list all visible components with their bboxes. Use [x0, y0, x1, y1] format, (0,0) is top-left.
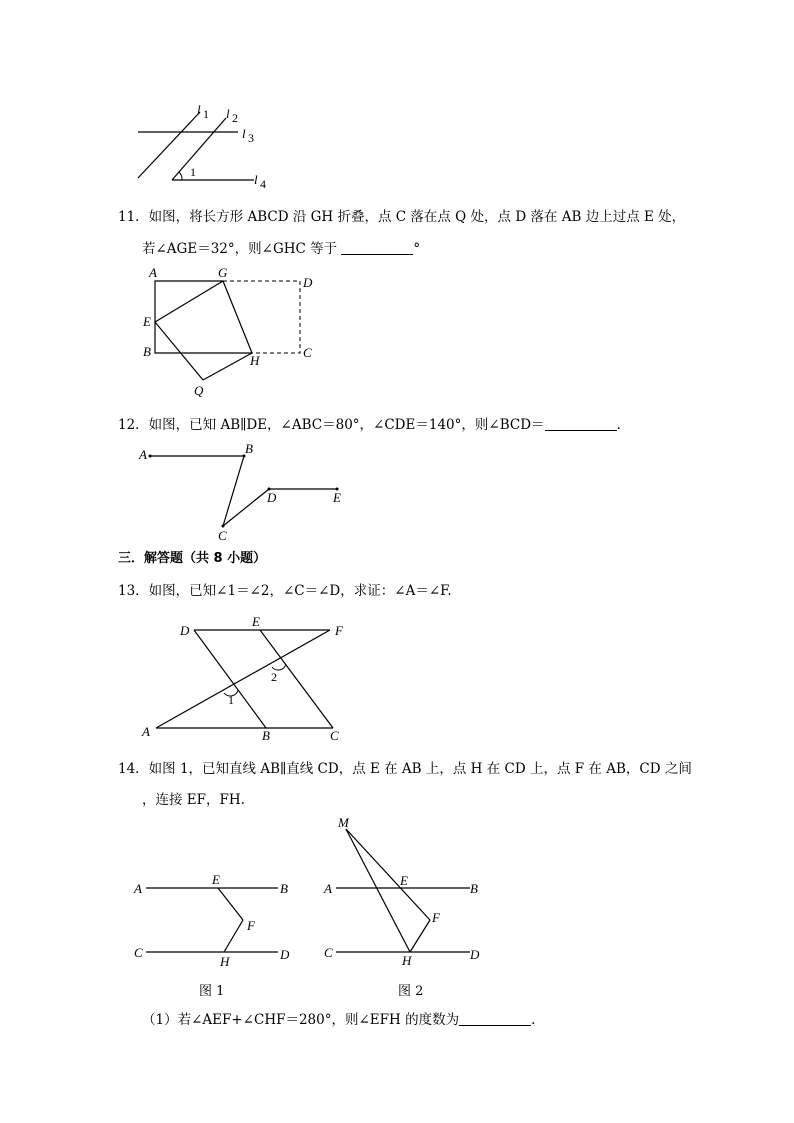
answer-blank-q11[interactable]	[341, 240, 413, 255]
answer-blank-q12[interactable]	[545, 416, 617, 431]
label-E: E	[143, 314, 151, 329]
label-B: B	[143, 344, 151, 359]
label-B: B	[262, 728, 270, 743]
label-C: C	[324, 945, 333, 960]
figure-q12	[138, 440, 353, 545]
angle-1-arc	[179, 172, 182, 180]
figure-q11	[140, 265, 330, 400]
q14-line1-text: 14．如图 1，已知直线 AB∥直线 CD，点 E 在 AB 上，点 H 在 CD 上，点 F 在 AB，CD 之间	[118, 761, 692, 777]
rect-folded-dashed	[223, 281, 300, 353]
label-B: B	[470, 881, 478, 896]
q13-line	[118, 581, 452, 601]
line-CD	[223, 489, 269, 526]
label-Q: Q	[194, 383, 204, 398]
label-angle-2: 2	[271, 670, 277, 684]
figure-q14-2-svg	[318, 815, 488, 975]
q14-line1	[118, 759, 692, 779]
q12-text: 12．如图，已知 AB∥DE，∠ABC＝80°，∠CDE＝140°，则∠BCD＝	[118, 417, 545, 433]
label-F: F	[247, 918, 255, 933]
label-l4: l	[254, 172, 258, 187]
line-FH	[410, 920, 430, 952]
label-D: D	[470, 947, 480, 962]
q11-line2-text: 若∠AGE＝32°，则∠GHC 等于	[142, 241, 338, 257]
line-GE	[155, 281, 223, 322]
label-l3: l	[242, 126, 246, 141]
answer-blank-q14-1[interactable]	[459, 1011, 531, 1026]
figure-q10	[130, 100, 280, 195]
q12-line	[118, 415, 621, 435]
label-G: G	[218, 265, 228, 280]
label-D: D	[280, 947, 290, 962]
label-D: D	[267, 490, 277, 505]
line-QH	[203, 353, 252, 380]
figure-q10-svg	[130, 100, 280, 195]
q11-unit: °	[413, 241, 421, 257]
label-B: B	[245, 441, 253, 456]
label-C: C	[134, 945, 143, 960]
label-l2: l	[226, 106, 230, 121]
label-E: E	[400, 873, 408, 888]
label-B: B	[280, 881, 288, 896]
line-BC	[223, 456, 244, 526]
section-header: 三．解答题（共 8 小题）	[118, 551, 267, 566]
label-l4-sub: 4	[260, 177, 266, 191]
line-DB	[194, 630, 266, 728]
figure-q13	[138, 612, 353, 744]
line-MH	[346, 829, 410, 952]
q13-text: 13．如图，已知∠1＝∠2，∠C＝∠D，求证：∠A＝∠F.	[118, 583, 452, 599]
line-FH	[224, 920, 243, 952]
q14-sub1-text: （1）若∠AEF+∠CHF＝280°，则∠EFH 的度数为	[142, 1012, 460, 1028]
label-angle-1: 1	[228, 693, 234, 707]
label-A: A	[324, 881, 332, 896]
line-EF	[218, 888, 243, 920]
figure-q14-1-svg	[130, 872, 300, 972]
label-l2-sub: 2	[232, 111, 238, 125]
line-MF	[346, 829, 430, 920]
line-l2	[172, 118, 226, 180]
q14-line2-text: ，连接 EF，FH.	[142, 792, 245, 808]
line-EQ	[155, 322, 203, 380]
label-l3-sub: 3	[248, 131, 254, 145]
label-H: H	[402, 953, 412, 968]
label-F: F	[335, 623, 343, 638]
q14-sub1-end: .	[531, 1012, 536, 1028]
label-A: A	[142, 724, 150, 739]
label-D: D	[303, 275, 313, 290]
label-E: E	[252, 614, 260, 629]
label-A: A	[149, 265, 157, 280]
q12-end: .	[616, 417, 621, 433]
label-F: F	[432, 910, 440, 925]
figure-q11-svg	[140, 265, 330, 400]
q14-line2	[142, 790, 245, 810]
figure-1-caption: 图 1	[199, 984, 225, 999]
label-M: M	[338, 815, 349, 830]
figure-q12-svg	[138, 440, 353, 545]
label-H: H	[250, 353, 260, 368]
figure-q14-1	[130, 872, 300, 972]
label-C: C	[330, 728, 339, 743]
figure-2-caption: 图 2	[398, 984, 424, 999]
figure-q13-svg	[138, 612, 353, 744]
point-A	[149, 455, 152, 458]
label-E: E	[333, 490, 341, 505]
q11-line1-text: 11．如图，将长方形 ABCD 沿 GH 折叠，点 C 落在点 Q 处，点 D 落在 AB 边上过点 E 处，	[118, 209, 686, 225]
label-A: A	[139, 447, 147, 462]
label-l1: l	[197, 102, 201, 117]
label-angle-1: 1	[190, 165, 196, 179]
label-l1-sub: 1	[203, 107, 209, 121]
q11-line2	[142, 239, 420, 259]
q14-sub1	[142, 1010, 535, 1030]
q11-line1	[118, 207, 685, 227]
label-C: C	[303, 345, 312, 360]
figure-q14-2	[318, 815, 488, 975]
label-A: A	[134, 881, 142, 896]
label-D: D	[180, 623, 190, 638]
line-GH	[223, 281, 252, 353]
label-E: E	[212, 872, 220, 887]
line-AF	[156, 630, 330, 728]
label-H: H	[220, 954, 230, 969]
label-C: C	[218, 528, 227, 543]
